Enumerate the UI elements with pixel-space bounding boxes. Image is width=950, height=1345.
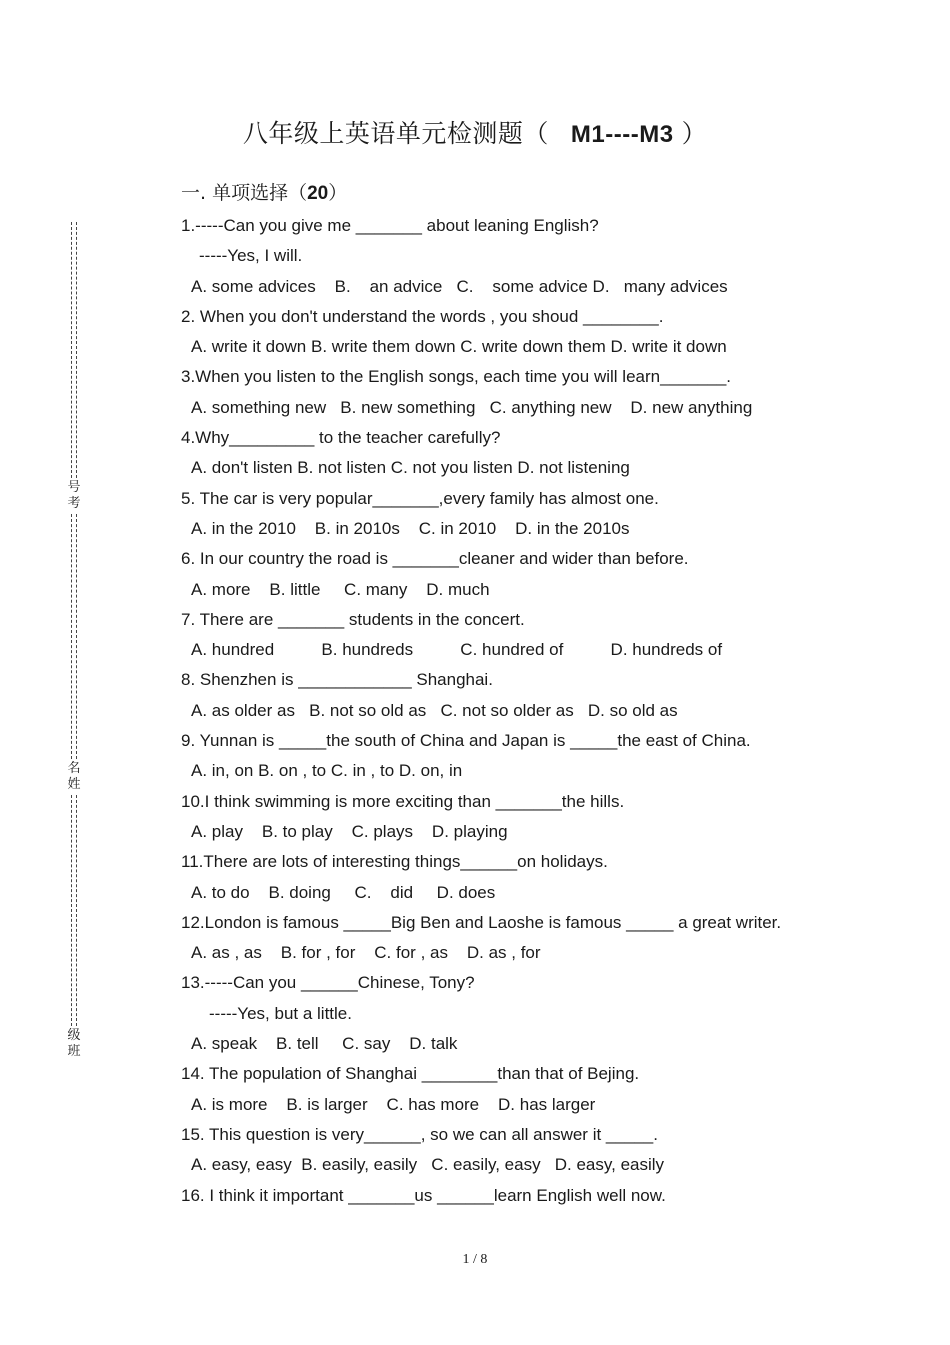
answer-options: A. to do B. doing C. did D. does (191, 882, 496, 902)
answer-options: A. don't listen B. not listen C. not you listen D. not listening (191, 458, 630, 478)
section-heading (181, 178, 347, 209)
question-line: 9. Yunnan is _____the south of China and Japan is _____the east of China. (181, 731, 751, 751)
answer-options: A. something new B. new something C. anything new D. new anything (191, 397, 753, 417)
question-line: 1.-----Can you give me _______ about leaning English? (181, 216, 599, 235)
title-close-paren: ） (681, 119, 708, 148)
dashed-line (71, 795, 77, 1026)
answer-options: A. easy, easy B. easily, easily C. easily, easy D. easy, easily (191, 1155, 665, 1175)
class-char: 级 (67, 1028, 81, 1043)
question-line: 8. Shenzhen is ____________ Shanghai. (181, 670, 493, 690)
title-chinese: 八年级上英语单元检测题（ (242, 119, 549, 148)
question-line: 7. There are _______ students in the concert. (181, 609, 525, 629)
answer-options: A. some advices B. an advice C. some advice D. many advices (191, 276, 728, 296)
answer-options: A. play B. to play C. plays D. playing (191, 821, 508, 841)
answer-options: A. in, on B. on , to C. in , to D. on, in (191, 761, 463, 781)
answer-options: A. as older as B. not so old as C. not so older as D. so old as (191, 700, 678, 720)
question-line: 12.London is famous _____Big Ben and Laoshe is famous _____ a great writer. (181, 912, 782, 932)
question-line: 3.When you listen to the English songs, each time you will learn_______. (181, 367, 731, 387)
section-prefix: 一. (181, 182, 207, 204)
question-line: -----Yes, but a little. (209, 1003, 352, 1023)
page-number: 1 / 8 (462, 1252, 488, 1267)
exam-number-label (66, 478, 82, 514)
section-label: 单项选择（ (212, 182, 308, 204)
question-line: 5. The car is very popular_______,every family has almost one. (181, 488, 659, 508)
question-line: 11.There are lots of interesting things______on holidays. (181, 852, 608, 872)
question-list (181, 211, 881, 1211)
answer-options: A. hundred B. hundreds C. hundred of D. hundreds of (191, 640, 723, 660)
question-line: 2. When you don't understand the words , you shoud ________. (181, 306, 664, 326)
dashed-line (71, 222, 77, 478)
question-line: 4.Why_________ to the teacher carefully? (181, 428, 501, 448)
answer-options: A. is more B. is larger C. has more D. has larger (191, 1094, 596, 1114)
question-line: -----Yes, I will. (199, 246, 303, 266)
question-line: 6. In our country the road is _______cleaner and wider than before. (181, 549, 689, 569)
answer-options: A. write it down B. write them down C. write down them D. write it down (191, 337, 727, 357)
page-title (0, 116, 950, 153)
answer-options: A. more B. little C. many D. much (191, 579, 490, 599)
name-char: 名 (67, 761, 81, 777)
binding-margin (62, 222, 86, 1062)
question-line: 10.I think swimming is more exciting than _______the hills. (181, 791, 625, 811)
answer-options: A. speak B. tell C. say D. talk (191, 1034, 458, 1054)
answer-options: A. as , as B. for , for C. for , as D. as , for (191, 943, 541, 963)
section-close: ） (328, 182, 348, 204)
class-label (66, 1026, 82, 1062)
exam-number-char: 考 (67, 496, 81, 512)
answer-options: A. in the 2010 B. in 2010s C. in 2010 D. in the 2010s (191, 518, 630, 538)
exam-number-char: 号 (67, 480, 81, 496)
question-line: 14. The population of Shanghai ________than that of Bejing. (181, 1064, 640, 1084)
dashed-line (71, 514, 77, 759)
question-line: 16. I think it important _______us ______learn English well now. (181, 1185, 666, 1205)
name-label (66, 759, 82, 795)
section-points: 20 (307, 183, 329, 204)
title-module-range: M1----M3 (570, 121, 674, 148)
class-char: 班 (67, 1044, 81, 1059)
name-char: 姓 (67, 777, 81, 793)
question-line: 13.-----Can you ______Chinese, Tony? (181, 973, 475, 993)
question-line: 15. This question is very______, so we can all answer it _____. (181, 1124, 658, 1144)
